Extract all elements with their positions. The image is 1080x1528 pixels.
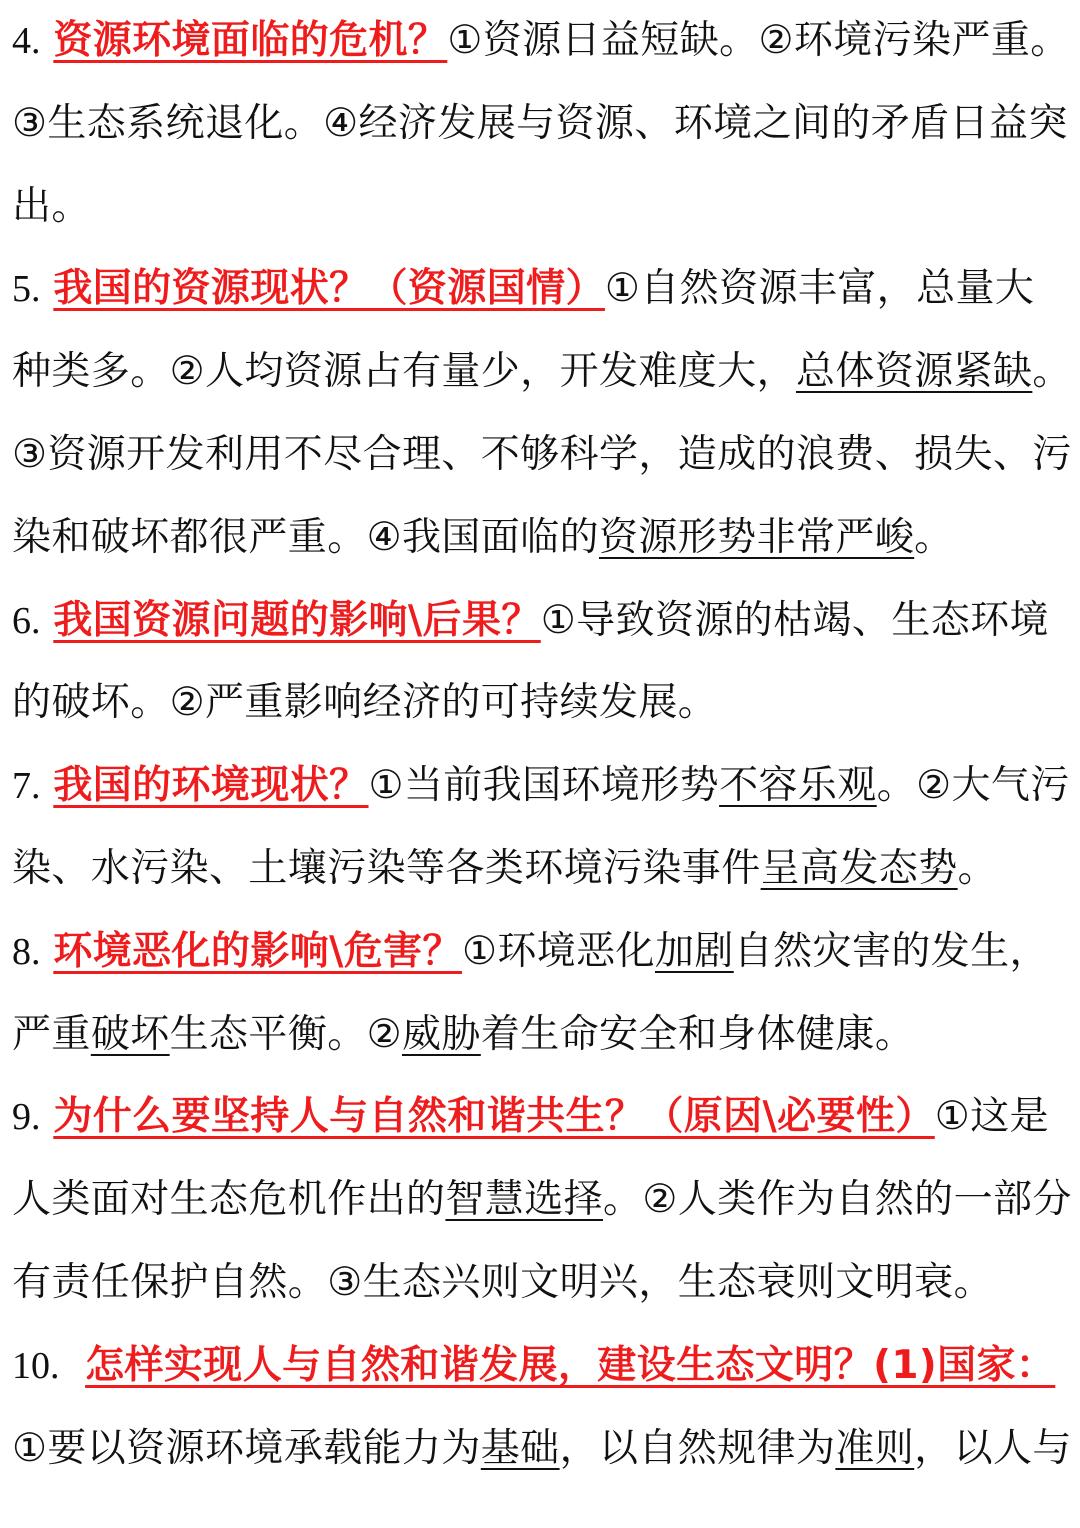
paragraph — [12, 911, 1072, 1077]
paragraph — [12, 580, 1072, 746]
question-heading: 我国资源问题的影响\后果？ — [53, 597, 541, 643]
body-text: ①当前我国环境形势 — [368, 763, 720, 809]
body-text: ，以自然规律为 — [559, 1425, 836, 1471]
item-number: 4. — [12, 20, 41, 62]
key-phrase: 破坏 — [90, 1011, 170, 1057]
body-text: 。 — [957, 845, 998, 891]
key-phrase: 智慧选择 — [445, 1177, 604, 1223]
question-heading: 为什么要坚持人与自然和谐共生？（原因\必要性） — [53, 1094, 935, 1140]
body-text: 。 — [914, 514, 954, 560]
key-phrase: 总体资源紧缺 — [795, 349, 1033, 395]
paragraph — [12, 1076, 1072, 1324]
key-phrase: 资源形势非常严峻 — [598, 514, 915, 560]
body-text: ①导致资源的枯竭、生态环境的破坏。②严重影响经济的可持续发展。 — [12, 597, 1049, 726]
body-text: ①要以资源环境承载能力为 — [12, 1425, 481, 1471]
item-number: 7. — [12, 765, 41, 808]
body-text: ①这是人类面对生态危机作出的 — [12, 1094, 1049, 1223]
paragraph — [12, 1325, 1072, 1491]
body-text: 着生命安全和身体健康。 — [480, 1011, 915, 1057]
question-heading: 怎样实现人与自然和谐发展，建设生态文明？(1)国家： — [85, 1342, 1056, 1388]
body-text: 自然灾害的发生，严重 — [12, 928, 1049, 1057]
item-number: 9. — [12, 1096, 41, 1139]
body-text: ①环境恶化 — [461, 928, 655, 974]
body-text: 。②人类作为自然的一部分有责任保护自然。③生态兴则文明兴，生态衰则文明衰。 — [12, 1177, 1072, 1305]
paragraph — [12, 745, 1072, 911]
key-phrase: 呈高发态势 — [760, 845, 958, 891]
paragraph — [12, 248, 1072, 579]
document-body — [12, 0, 1072, 1490]
key-phrase: 加剧 — [654, 928, 734, 974]
body-text: ①资源日益短缺。②环境污染严重。③生态系统退化。④经济发展与资源、环境之间的矛盾日益突出。 — [12, 18, 1070, 229]
body-text: 。②大气污染、水污染、土壤污染等各类环境污染事件 — [12, 763, 1070, 891]
item-number: 5. — [12, 268, 41, 311]
body-text: 生态平衡。② — [169, 1011, 402, 1057]
paragraph — [12, 0, 1072, 248]
key-phrase: 不容乐观 — [719, 763, 877, 809]
question-heading: 我国的资源现状？（资源国情） — [53, 266, 605, 312]
question-heading: 资源环境面临的危机？ — [53, 18, 448, 63]
item-number: 6. — [12, 599, 41, 642]
body-text: ，以人与 — [914, 1425, 1072, 1471]
item-number: 10. — [12, 1344, 60, 1387]
key-phrase: 基础 — [480, 1425, 560, 1471]
question-heading: 我国的环境现状？ — [53, 763, 369, 809]
key-phrase: 威胁 — [402, 1011, 481, 1057]
question-heading: 环境恶化的影响\危害？ — [53, 928, 462, 974]
key-phrase: 准则 — [835, 1425, 915, 1471]
body-text: 。③资源开发利用不尽合理、不够科学，造成的浪费、损失、污染和破坏都很严重。④我国面临的 — [12, 349, 1072, 560]
item-number: 8. — [12, 930, 41, 973]
body-text: ①自然资源丰富，总量大种类多。②人均资源占有量少，开发难度大， — [12, 266, 1035, 395]
